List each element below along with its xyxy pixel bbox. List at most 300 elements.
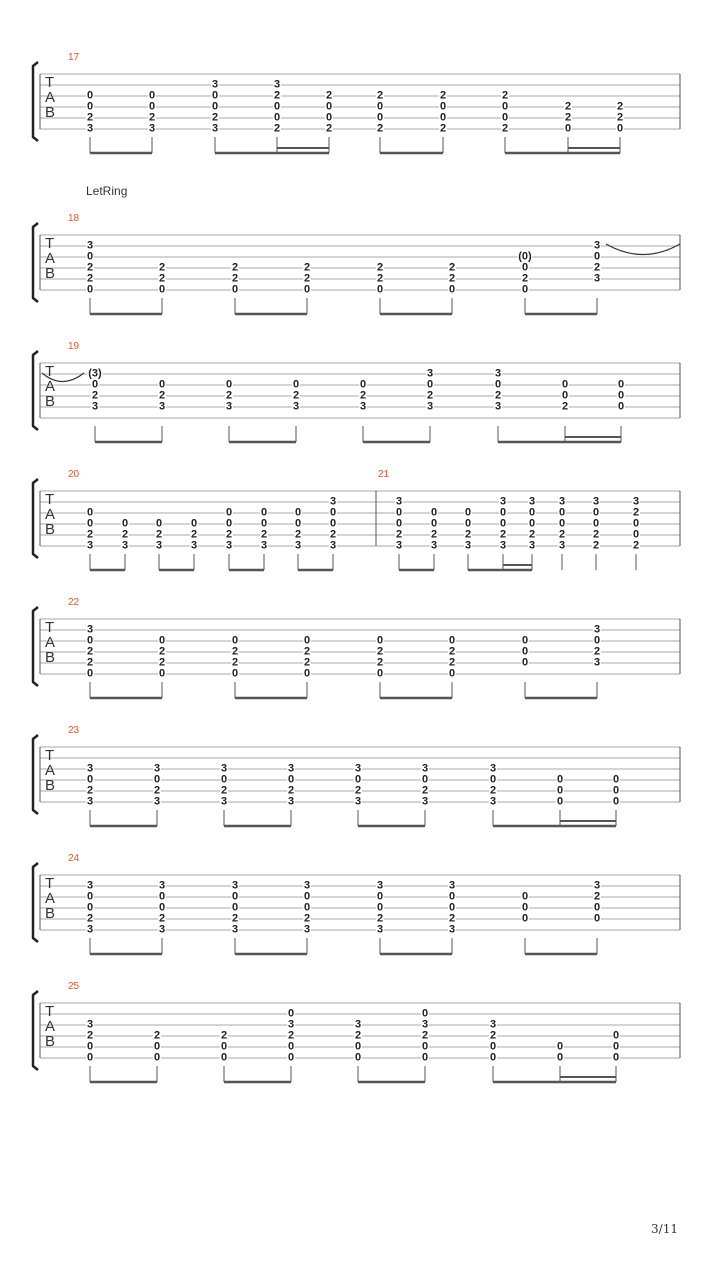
fret-number: 2	[376, 122, 384, 135]
fret-number: 3	[558, 539, 566, 552]
fret-number: 3	[494, 400, 502, 413]
fret-number: 2	[86, 528, 94, 541]
fret-number: 2	[231, 261, 239, 274]
fret-number: 3	[153, 795, 161, 808]
tab-clef-letter: A	[45, 634, 56, 651]
fret-number: 0	[294, 517, 302, 530]
fret-number: 2	[287, 784, 295, 797]
fret-number: 0	[376, 890, 384, 903]
fret-number: 3	[86, 623, 94, 636]
fret-number: 0	[148, 89, 156, 102]
fret-number: 2	[564, 111, 572, 124]
fret-number: 3	[273, 78, 281, 91]
tab-clef-letter: A	[45, 378, 56, 395]
fret-number: 3	[303, 879, 311, 892]
fret-number: 0	[612, 1051, 620, 1064]
system-bracket	[33, 991, 38, 1070]
fret-number: 3	[329, 495, 337, 508]
fret-number: 2	[158, 656, 166, 669]
fret-number: 0	[231, 890, 239, 903]
system-bracket	[33, 479, 38, 558]
fret-number: 3	[421, 795, 429, 808]
fret-number: 3	[354, 1018, 362, 1031]
tab-clef-letter: T	[45, 363, 55, 380]
fret-number: 2	[448, 656, 456, 669]
fret-number: 0	[231, 283, 239, 296]
fret-number: 0	[430, 517, 438, 530]
system-bracket	[33, 607, 38, 686]
measure-number: 24	[68, 853, 80, 864]
fret-number: 0	[287, 1007, 295, 1020]
fret-number: 0	[231, 901, 239, 914]
fret-number: 3	[211, 122, 219, 135]
fret-number: 0	[501, 111, 509, 124]
fret-number: 2	[593, 890, 601, 903]
fret-number: 0	[260, 506, 268, 519]
fret-number: 2	[86, 111, 94, 124]
fret-number: 0	[521, 261, 529, 274]
fret-number: 2	[329, 528, 337, 541]
fret-number: 3	[287, 762, 295, 775]
fret-number: 0	[521, 645, 529, 658]
fret-number: 2	[211, 111, 219, 124]
fret-number: 3	[86, 122, 94, 135]
fret-number: 0	[556, 1051, 564, 1064]
fret-number: 0	[294, 506, 302, 519]
fret-number: 0	[211, 89, 219, 102]
fret-number: 2	[86, 261, 94, 274]
fret-number: 0	[359, 378, 367, 391]
fret-number: 2	[153, 1029, 161, 1042]
fret-number: 0	[556, 784, 564, 797]
fret-number: 3	[220, 795, 228, 808]
fret-number: 2	[273, 89, 281, 102]
fret-number: 3	[528, 495, 536, 508]
fret-number: 0	[329, 506, 337, 519]
fret-number: 0	[287, 1040, 295, 1053]
fret-number: 2	[499, 528, 507, 541]
fret-number: 0	[395, 506, 403, 519]
fret-number: 3	[426, 400, 434, 413]
fret-number: 3	[593, 239, 601, 252]
fret-number: 0	[220, 773, 228, 786]
fret-number: 3	[155, 539, 163, 552]
fret-number: 0	[430, 506, 438, 519]
fret-number: 3	[448, 879, 456, 892]
fret-number: 3	[354, 762, 362, 775]
fret-number: 2	[354, 784, 362, 797]
fret-number: 0	[158, 901, 166, 914]
fret-number: 0	[155, 517, 163, 530]
fret-number: 0	[303, 901, 311, 914]
fret-number: 0	[158, 667, 166, 680]
measure-number: 23	[68, 725, 80, 736]
fret-number: 3	[211, 78, 219, 91]
fret-number: 0	[561, 389, 569, 402]
fret-number: 2	[395, 528, 403, 541]
fret-number: 0	[617, 400, 625, 413]
fret-number: 0	[439, 111, 447, 124]
fret-number: 0	[521, 901, 529, 914]
fret-number: 2	[158, 645, 166, 658]
fret-number: 0	[158, 378, 166, 391]
fret-number: 0	[376, 634, 384, 647]
fret-number: 0	[376, 283, 384, 296]
fret-number: 3	[292, 400, 300, 413]
fret-number: 2	[564, 100, 572, 113]
fret-number: 3	[376, 879, 384, 892]
fret-number: 0	[91, 378, 99, 391]
fret-number: 2	[521, 272, 529, 285]
fret-number: 2	[190, 528, 198, 541]
fret-number: 3	[231, 923, 239, 936]
tab-clef-letter: T	[45, 747, 55, 764]
fret-number: 0	[421, 1040, 429, 1053]
fret-number: 0	[376, 901, 384, 914]
fret-number: 2	[448, 261, 456, 274]
fret-number: 2	[303, 912, 311, 925]
fret-number: 2	[593, 645, 601, 658]
fret-number: 3	[303, 923, 311, 936]
fret-number: 0	[273, 111, 281, 124]
fret-number: 0	[521, 656, 529, 669]
fret-number: 0	[121, 517, 129, 530]
fret-number: 2	[231, 912, 239, 925]
fret-number: 3	[395, 495, 403, 508]
fret-number: 2	[260, 528, 268, 541]
fret-number: 0	[464, 506, 472, 519]
fret-number: 0	[231, 634, 239, 647]
fret-number: 2	[439, 122, 447, 135]
fret-number: 2	[86, 784, 94, 797]
fret-number: 2	[158, 912, 166, 925]
fret-number: 0	[521, 890, 529, 903]
fret-number: 2	[359, 389, 367, 402]
fret-number: 2	[632, 506, 640, 519]
tab-clef-letter: B	[45, 265, 56, 282]
fret-number: 0	[612, 1040, 620, 1053]
fret-number: 0	[632, 517, 640, 530]
tab-clef-letter: T	[45, 74, 55, 91]
fret-number: 0	[354, 1040, 362, 1053]
fret-number: 0	[86, 517, 94, 530]
tab-clef-letter: B	[45, 1033, 56, 1050]
fret-number: 3	[260, 539, 268, 552]
fret-number: 3	[86, 1018, 94, 1031]
fret-number: 0	[421, 773, 429, 786]
fret-number: 2	[86, 1029, 94, 1042]
fret-number: 0	[303, 667, 311, 680]
fret-number: 2	[158, 261, 166, 274]
fret-number: 0	[632, 528, 640, 541]
fret-number: 3	[86, 879, 94, 892]
fret-number: 3	[430, 539, 438, 552]
fret-number: 2	[155, 528, 163, 541]
fret-number: 2	[592, 528, 600, 541]
system-bracket	[33, 863, 38, 942]
fret-number: 0	[354, 773, 362, 786]
fret-number: 3	[421, 1018, 429, 1031]
fret-number: 3	[158, 879, 166, 892]
fret-number: 0	[612, 784, 620, 797]
tab-clef-letter: B	[45, 104, 56, 121]
fret-number: 3	[494, 367, 502, 380]
fret-number: 2	[86, 912, 94, 925]
fret-number: 0	[421, 1051, 429, 1064]
fret-number: 0	[489, 1051, 497, 1064]
fret-number: 2	[148, 111, 156, 124]
fret-number: 2	[448, 272, 456, 285]
fret-number: 0	[499, 517, 507, 530]
fret-number: 0	[494, 378, 502, 391]
fret-number: 0	[612, 1029, 620, 1042]
fret-number: 0	[556, 1040, 564, 1053]
fret-number: 2	[376, 272, 384, 285]
fret-number: (3)	[88, 367, 102, 380]
fret-number: 2	[91, 389, 99, 402]
fret-number: 3	[499, 539, 507, 552]
fret-number: 3	[448, 923, 456, 936]
fret-number: 0	[528, 517, 536, 530]
fret-number: 3	[158, 923, 166, 936]
tab-clef-letter: T	[45, 235, 55, 252]
tab-clef-letter: A	[45, 1018, 56, 1035]
fret-number: 0	[556, 773, 564, 786]
fret-number: 2	[426, 389, 434, 402]
fret-number: 2	[448, 645, 456, 658]
fret-number: 3	[395, 539, 403, 552]
fret-number: 3	[359, 400, 367, 413]
system-bracket	[33, 62, 38, 141]
measure-number: 21	[378, 469, 390, 480]
fret-number: 2	[225, 528, 233, 541]
fret-number: (0)	[518, 250, 532, 263]
page-number: 3/11	[651, 1222, 678, 1236]
fret-number: 0	[592, 517, 600, 530]
tab-clef-letter: B	[45, 777, 56, 794]
fret-number: 3	[464, 539, 472, 552]
fret-number: 3	[376, 923, 384, 936]
fret-number: 0	[190, 517, 198, 530]
tab-clef-letter: B	[45, 521, 56, 538]
fret-number: 2	[303, 272, 311, 285]
fret-number: 2	[464, 528, 472, 541]
fret-number: 0	[593, 912, 601, 925]
fret-number: 0	[376, 667, 384, 680]
fret-number: 2	[220, 1029, 228, 1042]
measure-number: 22	[68, 597, 80, 608]
fret-number: 3	[225, 400, 233, 413]
fret-number: 2	[86, 656, 94, 669]
fret-number: 3	[593, 272, 601, 285]
fret-number: 2	[558, 528, 566, 541]
fret-number: 0	[86, 89, 94, 102]
fret-number: 0	[303, 634, 311, 647]
fret-number: 3	[294, 539, 302, 552]
fret-number: 3	[86, 795, 94, 808]
fret-number: 3	[329, 539, 337, 552]
fret-number: 2	[501, 122, 509, 135]
fret-number: 3	[558, 495, 566, 508]
fret-number: 3	[86, 239, 94, 252]
fret-number: 0	[593, 250, 601, 263]
fret-number: 0	[220, 1051, 228, 1064]
tab-clef-letter: A	[45, 89, 56, 106]
fret-number: 0	[153, 1051, 161, 1064]
fret-number: 0	[86, 773, 94, 786]
fret-number: 0	[439, 100, 447, 113]
system-bracket	[33, 351, 38, 430]
fret-number: 2	[220, 784, 228, 797]
fret-number: 0	[303, 890, 311, 903]
fret-number: 0	[489, 1040, 497, 1053]
system-bracket	[33, 223, 38, 302]
fret-number: 3	[91, 400, 99, 413]
fret-number: 2	[616, 100, 624, 113]
fret-number: 2	[616, 111, 624, 124]
fret-number: 0	[354, 1051, 362, 1064]
fret-number: 0	[593, 634, 601, 647]
fret-number: 3	[158, 400, 166, 413]
fret-number: 0	[220, 1040, 228, 1053]
fret-number: 0	[225, 378, 233, 391]
fret-number: 0	[448, 890, 456, 903]
fret-number: 2	[376, 645, 384, 658]
fret-number: 0	[528, 506, 536, 519]
fret-number: 0	[612, 795, 620, 808]
fret-number: 3	[593, 656, 601, 669]
tab-clef-letter: T	[45, 1003, 55, 1020]
tab-clef-letter: A	[45, 890, 56, 907]
let-ring-annotation: LetRing	[86, 184, 128, 198]
fret-number: 2	[593, 261, 601, 274]
fret-number: 0	[153, 1040, 161, 1053]
fret-number: 0	[292, 378, 300, 391]
fret-number: 0	[499, 506, 507, 519]
fret-number: 0	[325, 100, 333, 113]
fret-number: 0	[464, 517, 472, 530]
fret-number: 2	[376, 89, 384, 102]
fret-number: 0	[303, 283, 311, 296]
fret-number: 3	[86, 539, 94, 552]
fret-number: 3	[489, 762, 497, 775]
fret-number: 2	[294, 528, 302, 541]
fret-number: 3	[190, 539, 198, 552]
fret-number: 0	[616, 122, 624, 135]
fret-number: 0	[558, 517, 566, 530]
tab-clef-letter: T	[45, 491, 55, 508]
tab-clef-letter: B	[45, 393, 56, 410]
fret-number: 3	[86, 923, 94, 936]
fret-number: 3	[593, 879, 601, 892]
fret-number: 2	[448, 912, 456, 925]
fret-number: 0	[148, 100, 156, 113]
fret-number: 2	[439, 89, 447, 102]
measure-number: 19	[68, 341, 80, 352]
fret-number: 3	[231, 879, 239, 892]
fret-number: 0	[153, 773, 161, 786]
fret-number: 0	[287, 1051, 295, 1064]
fret-number: 2	[86, 645, 94, 658]
fret-number: 2	[303, 645, 311, 658]
fret-number: 2	[430, 528, 438, 541]
fret-number: 0	[521, 283, 529, 296]
fret-number: 3	[489, 1018, 497, 1031]
fret-number: 3	[593, 623, 601, 636]
fret-number: 3	[121, 539, 129, 552]
fret-number: 2	[158, 389, 166, 402]
fret-number: 0	[448, 901, 456, 914]
fret-number: 0	[158, 283, 166, 296]
fret-number: 3	[354, 795, 362, 808]
fret-number: 2	[528, 528, 536, 541]
tab-clef-letter: A	[45, 762, 56, 779]
fret-number: 2	[421, 1029, 429, 1042]
fret-number: 2	[632, 539, 640, 552]
fret-number: 0	[225, 506, 233, 519]
fret-number: 2	[421, 784, 429, 797]
fret-number: 0	[489, 773, 497, 786]
fret-number: 0	[617, 378, 625, 391]
fret-number: 3	[489, 795, 497, 808]
fret-number: 0	[376, 100, 384, 113]
fret-number: 0	[325, 111, 333, 124]
fret-number: 3	[148, 122, 156, 135]
fret-number: 0	[225, 517, 233, 530]
measure-number: 17	[68, 52, 80, 63]
fret-number: 2	[592, 539, 600, 552]
fret-number: 3	[426, 367, 434, 380]
fret-number: 0	[501, 100, 509, 113]
fret-number: 0	[592, 506, 600, 519]
fret-number: 0	[617, 389, 625, 402]
fret-number: 0	[564, 122, 572, 135]
fret-number: 3	[421, 762, 429, 775]
fret-number: 2	[231, 272, 239, 285]
fret-number: 0	[86, 100, 94, 113]
fret-number: 0	[395, 517, 403, 530]
fret-number: 0	[329, 517, 337, 530]
fret-number: 0	[158, 634, 166, 647]
fret-number: 0	[558, 506, 566, 519]
measure-number: 25	[68, 981, 80, 992]
fret-number: 0	[448, 667, 456, 680]
tab-clef-letter: T	[45, 619, 55, 636]
fret-number: 0	[231, 667, 239, 680]
fret-number: 0	[86, 890, 94, 903]
tab-clef-letter: B	[45, 649, 56, 666]
fret-number: 3	[528, 539, 536, 552]
fret-number: 2	[303, 261, 311, 274]
fret-number: 2	[561, 400, 569, 413]
fret-number: 0	[86, 901, 94, 914]
fret-number: 3	[499, 495, 507, 508]
fret-number: 0	[273, 100, 281, 113]
fret-number: 0	[260, 517, 268, 530]
fret-number: 0	[448, 634, 456, 647]
fret-number: 3	[287, 795, 295, 808]
tab-clef-letter: A	[45, 250, 56, 267]
fret-number: 0	[86, 283, 94, 296]
fret-number: 2	[376, 656, 384, 669]
fret-number: 0	[561, 378, 569, 391]
fret-number: 3	[592, 495, 600, 508]
measure-number: 20	[68, 469, 80, 480]
fret-number: 2	[86, 272, 94, 285]
fret-number: 2	[121, 528, 129, 541]
fret-number: 2	[287, 1029, 295, 1042]
fret-number: 0	[612, 773, 620, 786]
